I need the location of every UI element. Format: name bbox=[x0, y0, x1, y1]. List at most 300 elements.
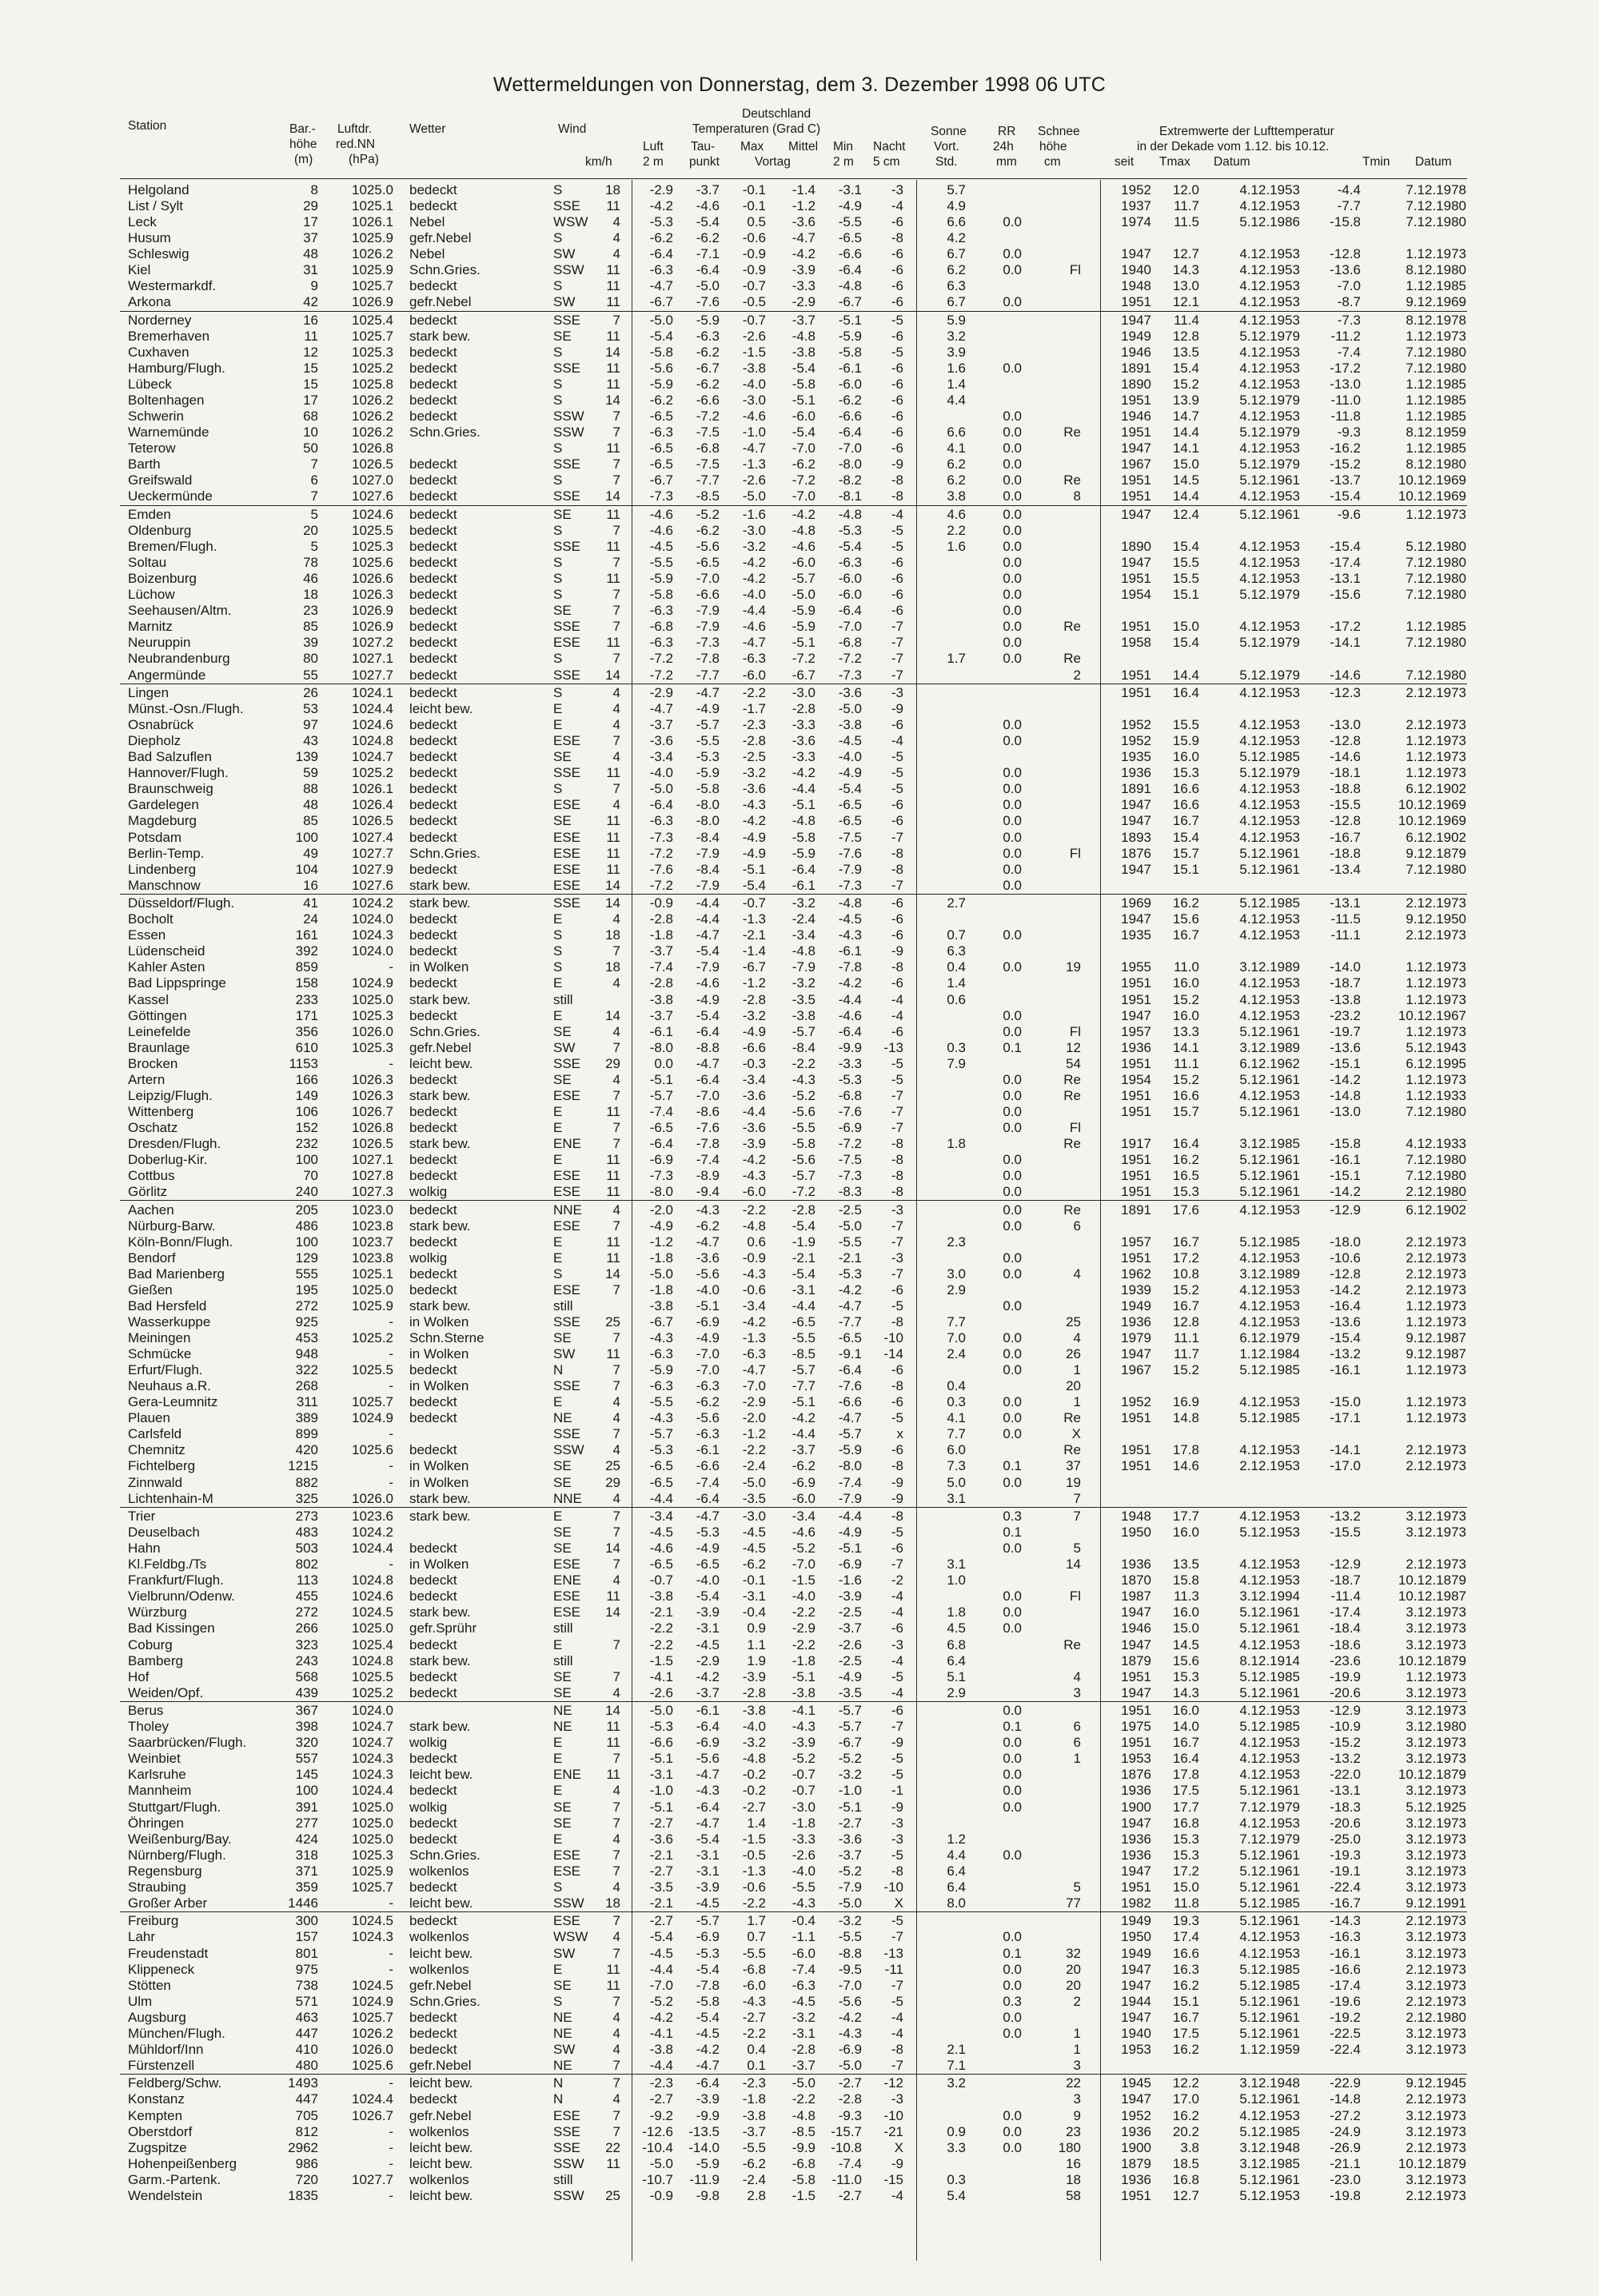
cell-since-year: 1935 bbox=[1121, 749, 1151, 765]
cell-tmax: 16.4 bbox=[1172, 1135, 1199, 1151]
cell-dew-point: -3.7 bbox=[696, 1684, 720, 1700]
cell-station: Lindenberg bbox=[128, 861, 197, 877]
cell-snow-depth: 22 bbox=[1066, 2075, 1081, 2091]
cell-wind-direction: E bbox=[553, 701, 563, 717]
cell-min-temp: -15.7 bbox=[831, 2123, 862, 2139]
cell-pressure: 1026.2 bbox=[352, 425, 393, 440]
cell-min-temp: -5.4 bbox=[838, 781, 862, 797]
cell-tmin-date: 8.12.1978 bbox=[1406, 312, 1466, 328]
cell-barometer-height: 16 bbox=[303, 877, 318, 893]
cell-tmin: -14.6 bbox=[1330, 749, 1361, 765]
cell-min-temp: -5.9 bbox=[838, 1442, 862, 1458]
cell-sunshine: 5.1 bbox=[947, 1668, 966, 1684]
cell-max-temp: -5.0 bbox=[742, 1474, 766, 1490]
cell-dew-point: -4.6 bbox=[696, 975, 720, 991]
cell-tmin: -12.9 bbox=[1330, 1703, 1361, 1719]
cell-pressure: 1026.6 bbox=[352, 571, 393, 587]
cell-station: Schwerin bbox=[128, 409, 184, 425]
cell-min-temp: -4.5 bbox=[838, 733, 862, 749]
cell-wind-speed: 11 bbox=[606, 861, 620, 877]
cell-air-temp: -3.4 bbox=[649, 749, 673, 765]
table-row bbox=[0, 313, 1599, 329]
cell-tmax-date: 5.12.1985 bbox=[1239, 1961, 1300, 1977]
cell-snow-depth: Fl bbox=[1069, 845, 1081, 861]
cell-wind-direction: ESE bbox=[553, 733, 581, 749]
cell-pressure: 1024.2 bbox=[352, 1525, 393, 1541]
cell-tmax-date: 4.12.1953 bbox=[1239, 1442, 1300, 1458]
cell-station: Norderney bbox=[128, 312, 192, 328]
cell-station: Cuxhaven bbox=[128, 345, 189, 360]
cell-wind-speed: 11 bbox=[606, 1588, 620, 1604]
cell-tmax-date: 5.12.1986 bbox=[1239, 214, 1300, 230]
cell-min-temp: -4.4 bbox=[838, 991, 862, 1007]
cell-tmax: 16.2 bbox=[1172, 2107, 1199, 2123]
cell-max-temp: -0.5 bbox=[742, 1847, 766, 1863]
cell-barometer-height: 20 bbox=[303, 523, 318, 538]
cell-barometer-height: 53 bbox=[303, 701, 318, 717]
cell-tmax-date: 8.12.1914 bbox=[1239, 1652, 1300, 1668]
cell-barometer-height: 359 bbox=[295, 1879, 318, 1895]
cell-air-temp: -6.4 bbox=[649, 1135, 673, 1151]
cell-wind-speed: 14 bbox=[605, 345, 620, 360]
cell-night-temp: -5 bbox=[891, 312, 903, 328]
cell-air-temp: -5.5 bbox=[649, 1394, 673, 1410]
cell-wind-direction: NE bbox=[553, 1719, 572, 1735]
cell-pressure: 1025.1 bbox=[352, 198, 393, 214]
cell-weather: leicht bew. bbox=[409, 1945, 473, 1961]
cell-night-temp: -4 bbox=[891, 733, 903, 749]
cell-since-year: 1949 bbox=[1121, 1913, 1151, 1929]
table-row bbox=[0, 1168, 1599, 1184]
header-extremwerte: Extremwerte der Lufttemperatur bbox=[1159, 125, 1334, 138]
cell-pressure: 1026.3 bbox=[352, 587, 393, 603]
cell-min-temp: -6.9 bbox=[838, 1119, 862, 1135]
cell-tmax: 13.5 bbox=[1172, 345, 1199, 360]
cell-night-temp: -10 bbox=[883, 1330, 903, 1345]
table-row bbox=[0, 749, 1599, 765]
cell-sunshine: 5.9 bbox=[947, 312, 966, 328]
cell-snow-depth: 14 bbox=[1066, 1557, 1081, 1573]
header-datum-2: Datum bbox=[1415, 155, 1452, 169]
cell-max-temp: -2.7 bbox=[742, 2009, 766, 2025]
cell-precipitation: 0.0 bbox=[1003, 555, 1022, 571]
cell-tmax: 16.8 bbox=[1172, 2171, 1199, 2187]
cell-max-temp: -2.2 bbox=[742, 1442, 766, 1458]
cell-min-temp: -4.4 bbox=[838, 1509, 862, 1525]
header-luft-a: Luft bbox=[643, 140, 664, 153]
cell-weather: bedeckt bbox=[409, 2041, 457, 2057]
cell-tmin-date: 7.12.1980 bbox=[1406, 861, 1466, 877]
cell-tmax-date: 7.12.1979 bbox=[1239, 1799, 1300, 1815]
cell-pressure: - bbox=[389, 1426, 393, 1442]
cell-min-temp: -3.6 bbox=[838, 1831, 862, 1847]
cell-wind-direction: E bbox=[553, 1961, 563, 1977]
cell-tmax: 16.2 bbox=[1172, 1152, 1199, 1167]
cell-precipitation: 0.1 bbox=[1003, 1039, 1022, 1055]
cell-pressure: 1026.5 bbox=[352, 456, 393, 472]
cell-min-temp: -6.3 bbox=[838, 555, 862, 571]
cell-sunshine: 6.2 bbox=[947, 472, 966, 488]
cell-sunshine: 7.7 bbox=[947, 1314, 966, 1329]
cell-pressure: 1024.6 bbox=[352, 1588, 393, 1604]
cell-mean-temp: -4.2 bbox=[792, 765, 815, 781]
cell-air-temp: -5.1 bbox=[649, 1751, 673, 1767]
cell-pressure: 1025.3 bbox=[352, 1847, 393, 1863]
cell-tmin: -18.7 bbox=[1330, 975, 1361, 991]
cell-night-temp: -8 bbox=[891, 1184, 903, 1200]
cell-max-temp: -2.2 bbox=[742, 1202, 766, 1218]
cell-tmin: -14.8 bbox=[1330, 2091, 1361, 2107]
cell-snow-depth: Re bbox=[1063, 1087, 1081, 1103]
cell-mean-temp: -4.4 bbox=[792, 1426, 815, 1442]
cell-min-temp: -7.2 bbox=[838, 651, 862, 667]
table-row bbox=[0, 1250, 1599, 1266]
cell-wind-speed: 7 bbox=[612, 2057, 620, 2073]
table-row bbox=[0, 895, 1599, 911]
cell-air-temp: -2.9 bbox=[649, 182, 673, 197]
cell-tmax: 15.7 bbox=[1172, 845, 1199, 861]
cell-station: Göttingen bbox=[128, 1007, 187, 1023]
cell-barometer-height: 320 bbox=[295, 1735, 318, 1751]
cell-tmax: 14.7 bbox=[1172, 409, 1199, 425]
cell-pressure: 1025.6 bbox=[352, 1442, 393, 1458]
cell-station: Bad Salzuflen bbox=[128, 749, 212, 765]
cell-weather: bedeckt bbox=[409, 717, 457, 733]
cell-night-temp: -9 bbox=[891, 943, 903, 959]
cell-air-temp: -0.7 bbox=[649, 1573, 673, 1588]
cell-night-temp: -9 bbox=[891, 1490, 903, 1506]
header-tau-a: Tau- bbox=[691, 140, 716, 153]
cell-night-temp: -6 bbox=[891, 214, 903, 230]
cell-min-temp: -6.0 bbox=[838, 377, 862, 393]
cell-barometer-height: 149 bbox=[295, 1087, 318, 1103]
cell-tmin-date: 3.12.1973 bbox=[1406, 1945, 1466, 1961]
cell-sunshine: 3.8 bbox=[947, 488, 966, 504]
cell-tmin-date: 3.12.1973 bbox=[1406, 1604, 1466, 1620]
cell-night-temp: -6 bbox=[891, 927, 903, 943]
cell-air-temp: -4.4 bbox=[649, 1961, 673, 1977]
cell-tmin-date: 2.12.1973 bbox=[1406, 1250, 1466, 1266]
cell-snow-depth: 1 bbox=[1073, 1362, 1081, 1378]
cell-wind-speed: 25 bbox=[605, 1314, 620, 1329]
table-row bbox=[0, 246, 1599, 262]
cell-max-temp: -0.1 bbox=[742, 198, 766, 214]
cell-weather: stark bew. bbox=[409, 1135, 471, 1151]
cell-dew-point: -5.0 bbox=[696, 278, 720, 294]
cell-night-temp: -4 bbox=[891, 198, 903, 214]
cell-tmin-date: 1.12.1933 bbox=[1406, 1087, 1466, 1103]
cell-wind-direction: ESE bbox=[553, 1168, 581, 1183]
cell-barometer-height: 859 bbox=[295, 959, 318, 975]
cell-tmin-date: 1.12.1985 bbox=[1406, 278, 1466, 294]
cell-barometer-height: 9 bbox=[310, 278, 318, 294]
cell-since-year: 1948 bbox=[1121, 278, 1151, 294]
cell-min-temp: -6.7 bbox=[838, 294, 862, 310]
cell-barometer-height: 453 bbox=[295, 1330, 318, 1345]
cell-min-temp: -5.7 bbox=[838, 1426, 862, 1442]
cell-tmin: -19.3 bbox=[1330, 1847, 1361, 1863]
cell-tmax-date: 4.12.1953 bbox=[1239, 409, 1300, 425]
cell-snow-depth: 1 bbox=[1073, 1394, 1081, 1410]
table-row bbox=[0, 409, 1599, 425]
cell-barometer-height: 389 bbox=[295, 1410, 318, 1426]
cell-min-temp: -4.3 bbox=[838, 2025, 862, 2041]
cell-max-temp: -3.0 bbox=[742, 393, 766, 409]
cell-tmax-date: 4.12.1953 bbox=[1239, 1929, 1300, 1945]
cell-max-temp: -0.9 bbox=[742, 246, 766, 262]
cell-dew-point: -6.6 bbox=[696, 1458, 720, 1474]
cell-tmin-date: 1.12.1973 bbox=[1406, 1668, 1466, 1684]
cell-dew-point: -6.3 bbox=[696, 329, 720, 344]
cell-night-temp: -9 bbox=[891, 1735, 903, 1751]
cell-weather: stark bew. bbox=[409, 1297, 471, 1313]
table-row bbox=[0, 1442, 1599, 1458]
cell-barometer-height: 46 bbox=[303, 571, 318, 587]
cell-wind-speed: 25 bbox=[605, 1458, 620, 1474]
table-row bbox=[0, 1735, 1599, 1751]
cell-station: Braunschweig bbox=[128, 781, 213, 797]
cell-tmin-date: 2.12.1973 bbox=[1406, 2187, 1466, 2203]
cell-night-temp: -5 bbox=[891, 1055, 903, 1071]
cell-snow-depth: 1 bbox=[1073, 2025, 1081, 2041]
cell-wind-direction: SSE bbox=[553, 539, 581, 555]
cell-precipitation: 0.0 bbox=[1003, 1426, 1022, 1442]
cell-wind-speed: 11 bbox=[606, 1250, 620, 1266]
cell-barometer-height: 161 bbox=[295, 927, 318, 943]
cell-sunshine: 2.7 bbox=[947, 895, 966, 911]
cell-barometer-height: 5 bbox=[310, 539, 318, 555]
cell-weather: bedeckt bbox=[409, 571, 457, 587]
cell-wind-speed: 11 bbox=[606, 635, 620, 651]
cell-tmax-date: 5.12.1985 bbox=[1239, 1234, 1300, 1250]
cell-night-temp: -6 bbox=[891, 377, 903, 393]
cell-tmin-date: 1.12.1973 bbox=[1406, 1071, 1466, 1087]
cell-mean-temp: -5.8 bbox=[792, 2171, 815, 2187]
cell-tmax: 15.0 bbox=[1172, 456, 1199, 472]
cell-barometer-height: 50 bbox=[303, 440, 318, 456]
cell-barometer-height: 503 bbox=[295, 1541, 318, 1557]
cell-tmin: -12.9 bbox=[1330, 1557, 1361, 1573]
cell-barometer-height: 18 bbox=[303, 587, 318, 603]
cell-sunshine: 0.6 bbox=[947, 991, 966, 1007]
cell-mean-temp: -7.0 bbox=[792, 1557, 815, 1573]
cell-tmin-date: 2.12.1973 bbox=[1406, 1234, 1466, 1250]
cell-since-year: 1936 bbox=[1121, 1847, 1151, 1863]
cell-dew-point: -6.1 bbox=[696, 1703, 720, 1719]
cell-since-year: 1947 bbox=[1121, 797, 1151, 813]
cell-tmin: -15.8 bbox=[1330, 1135, 1361, 1151]
cell-pressure: 1025.0 bbox=[352, 1620, 393, 1636]
cell-mean-temp: -3.5 bbox=[792, 991, 815, 1007]
cell-air-temp: -6.3 bbox=[649, 425, 673, 440]
table-row bbox=[0, 1330, 1599, 1346]
cell-wind-direction: ENE bbox=[553, 1767, 581, 1783]
cell-station: Augsburg bbox=[128, 2009, 186, 2025]
cell-min-temp: -5.0 bbox=[838, 2057, 862, 2073]
cell-max-temp: -3.0 bbox=[742, 1509, 766, 1525]
cell-tmax: 16.7 bbox=[1172, 1735, 1199, 1751]
cell-pressure: - bbox=[389, 1314, 393, 1329]
cell-station: Lingen bbox=[128, 685, 169, 700]
cell-pressure: 1025.5 bbox=[352, 1362, 393, 1378]
header-luft-2: red.NN bbox=[336, 138, 376, 151]
cell-tmin-date: 10.12.1879 bbox=[1398, 1767, 1466, 1783]
cell-snow-depth: 20 bbox=[1066, 1961, 1081, 1977]
cell-station: Emden bbox=[128, 507, 171, 522]
cell-tmin-date: 7.12.1980 bbox=[1406, 345, 1466, 360]
cell-dew-point: -6.4 bbox=[696, 1490, 720, 1506]
cell-weather: bedeckt bbox=[409, 1410, 457, 1426]
cell-tmin: -16.3 bbox=[1330, 1929, 1361, 1945]
cell-wind-speed: 11 bbox=[606, 198, 620, 214]
cell-max-temp: -3.6 bbox=[742, 1087, 766, 1103]
cell-night-temp: -13 bbox=[883, 1039, 903, 1055]
cell-tmin-date: 9.12.1969 bbox=[1406, 294, 1466, 310]
cell-min-temp: -9.5 bbox=[838, 1961, 862, 1977]
cell-station: Cottbus bbox=[128, 1168, 175, 1183]
cell-tmin-date: 3.12.1980 bbox=[1406, 1719, 1466, 1735]
cell-tmax: 16.0 bbox=[1172, 1007, 1199, 1023]
cell-air-temp: -7.2 bbox=[649, 877, 673, 893]
cell-tmax-date: 4.12.1953 bbox=[1239, 781, 1300, 797]
cell-mean-temp: -5.4 bbox=[792, 1218, 815, 1234]
cell-air-temp: -1.5 bbox=[649, 1652, 673, 1668]
cell-station: Fichtelberg bbox=[128, 1458, 196, 1474]
cell-min-temp: -7.0 bbox=[838, 440, 862, 456]
group-separator bbox=[120, 2074, 1467, 2075]
cell-max-temp: -0.7 bbox=[742, 895, 766, 911]
cell-night-temp: -4 bbox=[891, 1604, 903, 1620]
table-row bbox=[0, 1282, 1599, 1298]
cell-tmax: 11.7 bbox=[1174, 198, 1199, 214]
cell-night-temp: -4 bbox=[891, 507, 903, 522]
cell-tmin: -13.8 bbox=[1330, 991, 1361, 1007]
cell-mean-temp: -2.9 bbox=[792, 294, 815, 310]
cell-dew-point: -7.9 bbox=[696, 619, 720, 635]
cell-mean-temp: -3.9 bbox=[792, 1735, 815, 1751]
cell-max-temp: -3.2 bbox=[742, 539, 766, 555]
cell-weather: bedeckt bbox=[409, 409, 457, 425]
cell-pressure: - bbox=[389, 1458, 393, 1474]
cell-tmin: -14.1 bbox=[1330, 1442, 1361, 1458]
table-row bbox=[0, 603, 1599, 619]
cell-wind-direction: S bbox=[553, 278, 563, 294]
group-separator bbox=[120, 311, 1467, 312]
cell-night-temp: -6 bbox=[891, 1442, 903, 1458]
cell-sunshine: 6.4 bbox=[947, 1863, 966, 1879]
cell-tmin-date: 8.12.1980 bbox=[1406, 262, 1466, 278]
cell-air-temp: -4.7 bbox=[649, 701, 673, 717]
cell-station: Gera-Leumnitz bbox=[128, 1394, 218, 1410]
cell-mean-temp: -1.5 bbox=[792, 1573, 815, 1588]
cell-mean-temp: -5.7 bbox=[792, 1168, 815, 1183]
cell-tmax-date: 4.12.1953 bbox=[1239, 1250, 1300, 1266]
header-wind: Wind bbox=[558, 122, 587, 136]
cell-weather: bedeckt bbox=[409, 619, 457, 635]
cell-precipitation: 0.0 bbox=[1003, 1346, 1022, 1362]
cell-night-temp: -11 bbox=[884, 1961, 903, 1977]
cell-station: Weißenburg/Bay. bbox=[128, 1831, 232, 1847]
cell-wind-direction: ESE bbox=[553, 1282, 581, 1297]
cell-wind-speed: 4 bbox=[612, 1202, 620, 1218]
cell-pressure: 1023.8 bbox=[352, 1250, 393, 1266]
cell-pressure: 1025.9 bbox=[352, 230, 393, 246]
cell-wind-direction: NNE bbox=[553, 1202, 582, 1218]
cell-wind-speed: 11 bbox=[606, 1346, 620, 1362]
table-row bbox=[0, 472, 1599, 488]
cell-wind-direction: S bbox=[553, 472, 563, 488]
cell-pressure: 1024.5 bbox=[352, 1913, 393, 1929]
cell-weather: bedeckt bbox=[409, 1783, 457, 1799]
cell-pressure: 1025.0 bbox=[352, 182, 393, 197]
cell-barometer-height: 88 bbox=[303, 781, 318, 797]
cell-min-temp: -7.6 bbox=[838, 1103, 862, 1119]
cell-tmin-date: 3.12.1973 bbox=[1406, 1977, 1466, 1993]
cell-mean-temp: -0.7 bbox=[792, 1783, 815, 1799]
cell-dew-point: -7.7 bbox=[696, 667, 720, 683]
cell-station: München/Flugh. bbox=[128, 2025, 225, 2041]
cell-barometer-height: 356 bbox=[295, 1023, 318, 1039]
cell-air-temp: -4.4 bbox=[649, 2057, 673, 2073]
cell-tmax: 15.3 bbox=[1172, 1847, 1199, 1863]
cell-max-temp: -2.8 bbox=[742, 1684, 766, 1700]
cell-tmin: -11.1 bbox=[1330, 927, 1361, 943]
cell-barometer-height: 41 bbox=[303, 895, 318, 911]
cell-weather: bedeckt bbox=[409, 278, 457, 294]
cell-weather: bedeckt bbox=[409, 1119, 457, 1135]
cell-tmax: 15.2 bbox=[1172, 1282, 1199, 1297]
cell-pressure: 1024.3 bbox=[352, 1929, 393, 1945]
cell-since-year: 1947 bbox=[1121, 1604, 1151, 1620]
cell-tmax: 15.8 bbox=[1172, 1573, 1199, 1588]
table-row bbox=[0, 1703, 1599, 1719]
cell-dew-point: -4.5 bbox=[696, 1636, 720, 1652]
table-row bbox=[0, 1298, 1599, 1314]
cell-max-temp: -4.2 bbox=[742, 1314, 766, 1329]
cell-wind-speed: 4 bbox=[612, 717, 620, 733]
cell-tmax: 15.5 bbox=[1172, 555, 1199, 571]
cell-min-temp: -1.6 bbox=[838, 1573, 862, 1588]
cell-night-temp: -5 bbox=[891, 1071, 903, 1087]
cell-tmax: 20.2 bbox=[1172, 2123, 1199, 2139]
cell-precipitation: 0.0 bbox=[1003, 440, 1022, 456]
cell-wind-direction: SE bbox=[553, 1023, 572, 1039]
header-sonne-2: Vort. bbox=[934, 140, 959, 153]
cell-air-temp: -1.2 bbox=[649, 1234, 673, 1250]
cell-barometer-height: 424 bbox=[295, 1831, 318, 1847]
cell-weather: bedeckt bbox=[409, 635, 457, 651]
cell-tmax-date: 4.12.1953 bbox=[1239, 294, 1300, 310]
cell-barometer-height: 37 bbox=[303, 230, 318, 246]
cell-tmin: -13.4 bbox=[1330, 861, 1361, 877]
cell-weather: bedeckt bbox=[409, 765, 457, 781]
cell-min-temp: -6.4 bbox=[838, 1023, 862, 1039]
cell-station: Konstanz bbox=[128, 2091, 185, 2107]
group-separator bbox=[120, 1701, 1467, 1702]
cell-pressure: 1026.9 bbox=[352, 619, 393, 635]
cell-max-temp: -2.0 bbox=[742, 1410, 766, 1426]
table-row bbox=[0, 587, 1599, 603]
cell-tmax: 16.7 bbox=[1172, 813, 1199, 829]
cell-air-temp: -6.5 bbox=[649, 456, 673, 472]
cell-dew-point: -4.9 bbox=[696, 991, 720, 1007]
cell-wind-direction: NE bbox=[553, 1703, 572, 1719]
table-row bbox=[0, 975, 1599, 991]
cell-wind-direction: SSW bbox=[553, 2187, 584, 2203]
cell-tmin-date: 1.12.1973 bbox=[1406, 749, 1466, 765]
cell-mean-temp: -4.8 bbox=[792, 813, 815, 829]
cell-weather: in Wolken bbox=[409, 1314, 469, 1329]
